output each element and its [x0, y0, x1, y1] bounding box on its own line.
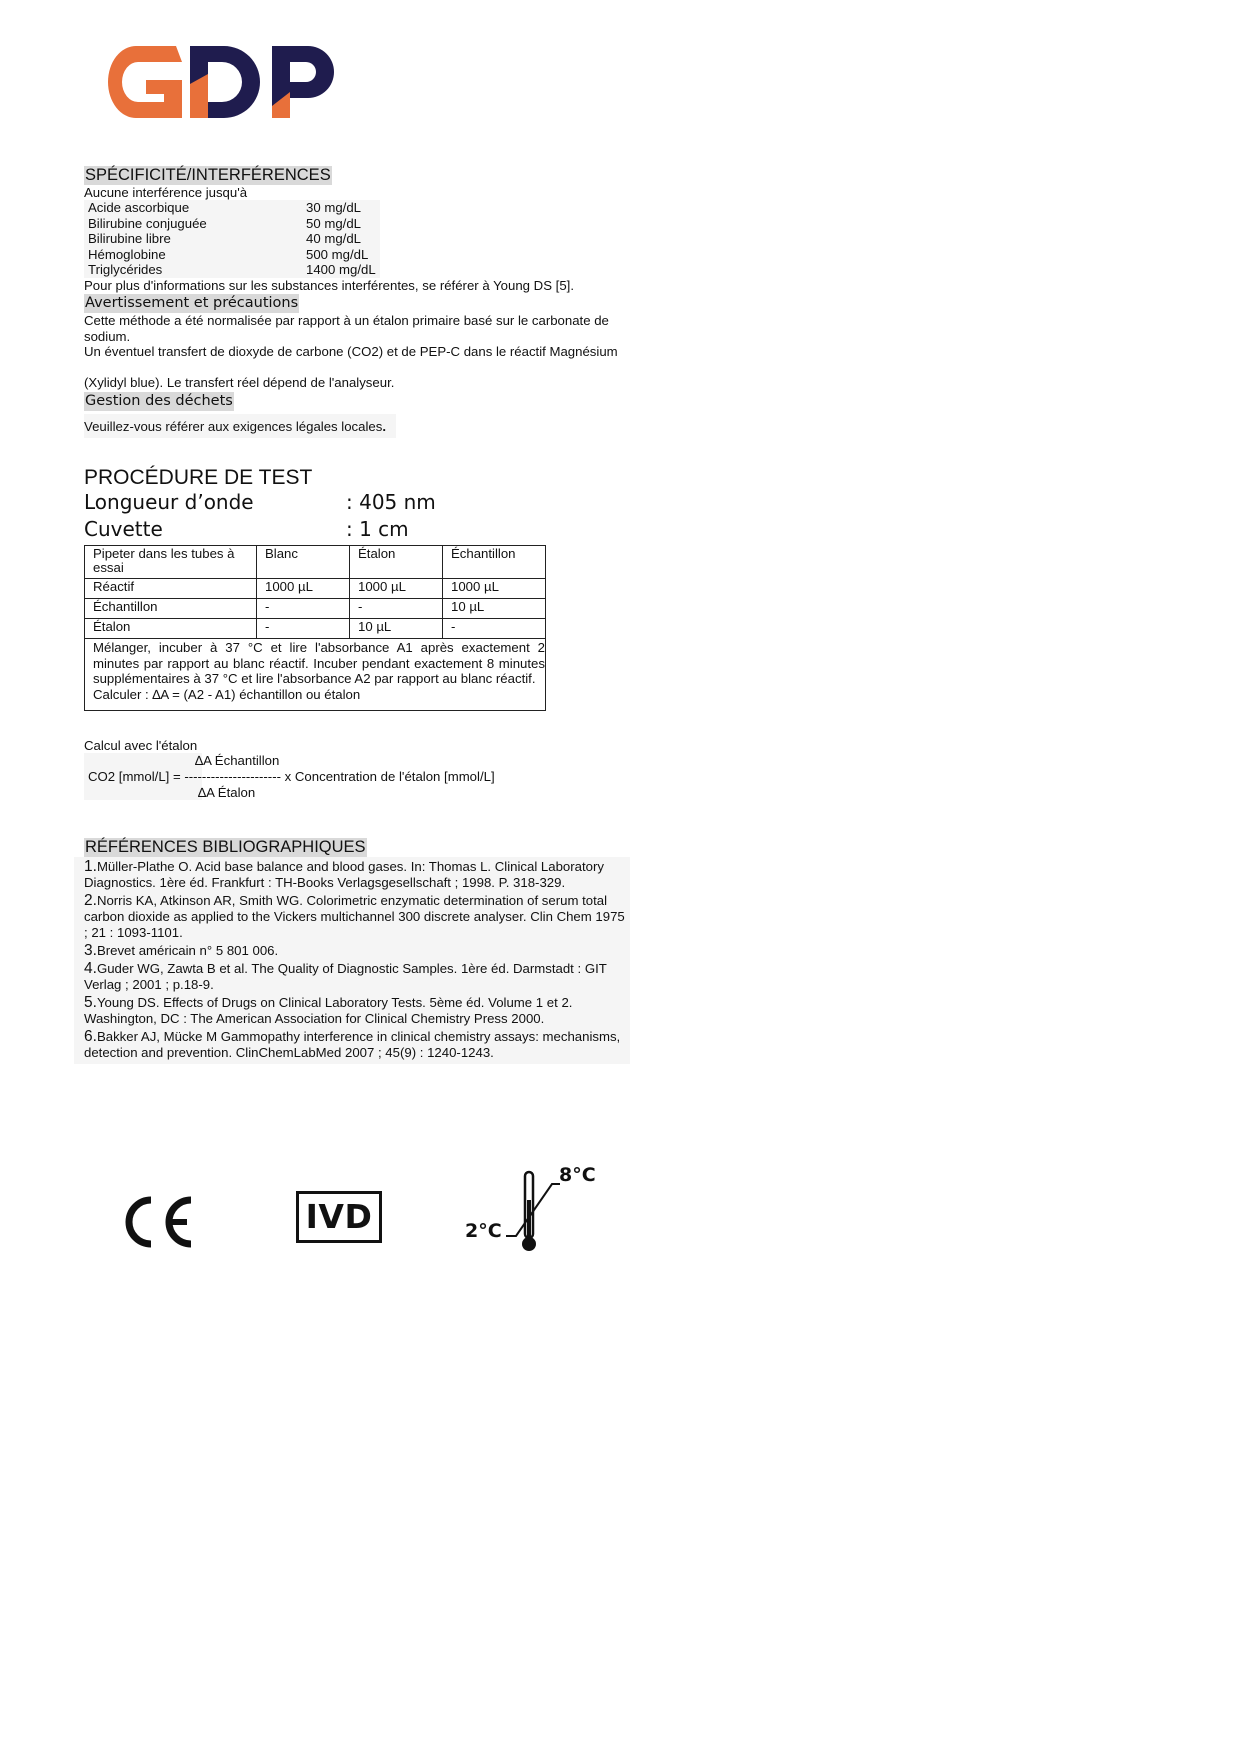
- interferent-value: 30 mg/dL: [302, 200, 380, 216]
- waste-text: [84, 414, 396, 438]
- procedure-note: Mélanger, incuber à 37 °C et lire l'absorbance A1 après exactement 2 minutes par rapport au blanc réactif. Incuber pendant exactement 8 minutes supplémentaires à 37 °C et lire l'absorbance A2 par rapport au blanc réactif.: [93, 640, 545, 686]
- table-cell: Échantillon: [85, 599, 257, 619]
- reference-text: Bakker AJ, Mücke M Gammopathy interference in clinical chemistry assays: mechanisms, detection and prevention. ClinChemLabMed 2007 ; 45(9) : 1240-1243.: [84, 1028, 621, 1060]
- list-item: [84, 1029, 630, 1061]
- warnings-paragraph-2: Un éventuel transfert de dioxyde de carbone (CO2) et de PEP-C dans le réactif Magnésium: [84, 344, 618, 359]
- formula-numerator: ∆A Échantillon: [195, 753, 280, 768]
- interferent-value: 40 mg/dL: [302, 231, 380, 247]
- wavelength-label: Longueur d’onde: [84, 490, 254, 514]
- references-list: [74, 857, 630, 1064]
- interference-table: [84, 200, 380, 278]
- table-cell: 10 µL: [350, 619, 443, 639]
- reference-text: Norris KA, Atkinson AR, Smith WG. Colorimetric enzymatic determination of serum total carbon dioxide as applied to the Vickers multichannel 300 discrete analyser. Clin Chem 1975 ; 21 : 1093-1101.: [84, 892, 625, 941]
- warnings-title: Avertissement et précautions: [85, 295, 299, 311]
- table-row: [85, 599, 546, 619]
- reference-number: 3.: [84, 942, 97, 960]
- procedure-table: [84, 545, 546, 711]
- table-header-cell: Blanc: [257, 546, 350, 579]
- gdp-logo: [106, 44, 342, 125]
- procedure-calc: Calculer : ∆A = (A2 - A1) échantillon ou étalon: [93, 686, 361, 702]
- table-cell: -: [257, 619, 350, 639]
- formula-denominator: ∆A Étalon: [198, 785, 256, 800]
- table-row: [85, 579, 546, 599]
- table-header-row: [85, 546, 546, 579]
- ivd-icon: IVD: [296, 1191, 382, 1243]
- reference-text: Brevet américain n° 5 801 006.: [96, 943, 279, 959]
- table-cell: 1000 µL: [350, 579, 443, 599]
- ce-mark-icon: [121, 1196, 193, 1253]
- table-cell: -: [257, 599, 350, 619]
- table-cell: Réactif: [85, 579, 257, 599]
- waste-text-body: Veuillez-vous référer aux exigences légales locales: [84, 419, 383, 434]
- table-row: [84, 200, 380, 216]
- list-item: [84, 893, 630, 942]
- interferent-name: Triglycérides: [84, 262, 302, 278]
- interferent-value: 1400 mg/dL: [302, 262, 380, 278]
- interferent-value: 50 mg/dL: [302, 216, 380, 232]
- table-header-cell: Échantillon: [443, 546, 546, 579]
- waste-text-dot: .: [382, 419, 387, 434]
- specificity-intro: Aucune interférence jusqu'à: [84, 185, 248, 200]
- list-item: [84, 961, 630, 993]
- reference-number: 2.: [84, 891, 97, 909]
- specificity-note: Pour plus d'informations sur les substances interférentes, se référer à Young DS [5].: [84, 278, 574, 293]
- cuvette-line: [84, 516, 409, 543]
- list-item: [84, 859, 630, 891]
- interferent-name: Bilirubine conjuguée: [84, 216, 302, 232]
- table-header-cell: Étalon: [350, 546, 443, 579]
- wavelength-line: [84, 489, 436, 516]
- temperature-high-label: 8°C: [559, 1164, 596, 1186]
- table-cell: -: [443, 619, 546, 639]
- temperature-low-label: 2°C: [465, 1220, 502, 1242]
- reference-number: 4.: [84, 959, 97, 977]
- references-title: RÉFÉRENCES BIBLIOGRAPHIQUES: [85, 838, 366, 856]
- reference-number: 5.: [84, 993, 97, 1011]
- reference-number: 1.: [84, 858, 97, 875]
- formula-line: CO2 [mmol/L] = ---------------------- x Concentration de l'étalon [mmol/L]: [88, 769, 495, 784]
- table-cell: 1000 µL: [443, 579, 546, 599]
- table-row: [85, 619, 546, 639]
- reference-text: Young DS. Effects of Drugs on Clinical Laboratory Tests. 5ème éd. Volume 1 et 2. Washington, DC : The American Association for Clinical Chemistry Press 2000.: [84, 994, 573, 1026]
- specificity-title: SPÉCIFICITÉ/INTERFÉRENCES: [85, 166, 331, 184]
- table-header-cell: Pipeter dans les tubes à essai: [85, 546, 257, 579]
- waste-title: Gestion des déchets: [85, 393, 233, 409]
- list-item: [84, 995, 630, 1027]
- table-cell: -: [350, 599, 443, 619]
- interferent-name: Hémoglobine: [84, 247, 302, 263]
- interferent-value: 500 mg/dL: [302, 247, 380, 263]
- cuvette-value: : 1 cm: [346, 517, 409, 541]
- table-row: [84, 216, 380, 232]
- procedure-note-cell: [85, 639, 546, 711]
- list-item: [84, 943, 630, 959]
- table-row: [84, 231, 380, 247]
- procedure-title: PROCÉDURE DE TEST: [84, 466, 313, 489]
- warnings-paragraph-1: Cette méthode a été normalisée par rapport à un étalon primaire basé sur le carbonate de sodium.: [84, 313, 609, 344]
- reference-number: 6.: [84, 1027, 97, 1045]
- table-row: [84, 247, 380, 263]
- warnings-paragraph-3: (Xylidyl blue). Le transfert réel dépend de l'analyseur.: [84, 375, 395, 390]
- wavelength-value: : 405 nm: [346, 490, 436, 514]
- reference-text: Guder WG, Zawta B et al. The Quality of Diagnostic Samples. 1ère éd. Darmstadt : GIT Verlag ; 2001 ; p.18-9.: [84, 960, 607, 992]
- interferent-name: Acide ascorbique: [84, 200, 302, 216]
- table-note-row: [85, 639, 546, 711]
- table-cell: 1000 µL: [257, 579, 350, 599]
- table-cell: Étalon: [85, 619, 257, 639]
- table-cell: 10 µL: [443, 599, 546, 619]
- interferent-name: Bilirubine libre: [84, 231, 302, 247]
- table-row: [84, 262, 380, 278]
- reference-text: Müller-Plathe O. Acid base balance and blood gases. In: Thomas L. Clinical Laboratory Diagnostics. 1ère éd. Frankfurt : TH-Books Verlagsgesellschaft ; 1998. P. 318-329.: [84, 859, 604, 891]
- cuvette-label: Cuvette: [84, 517, 163, 541]
- calculation-title: Calcul avec l'étalon: [84, 738, 198, 753]
